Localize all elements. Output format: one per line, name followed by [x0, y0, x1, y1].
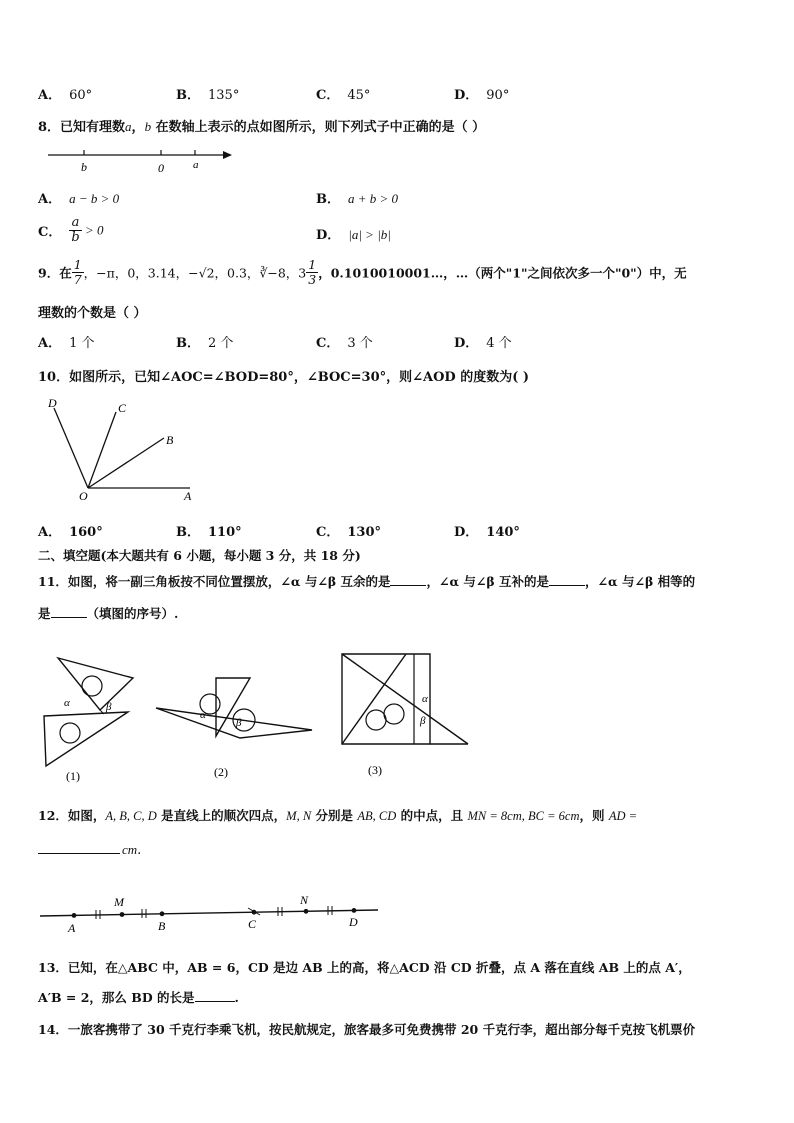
svg-text:B: B [158, 919, 166, 933]
q12-answer-line: cm. [38, 842, 141, 858]
svg-text:M: M [114, 895, 124, 909]
svg-text:B: B [166, 433, 174, 447]
svg-text:C: C [118, 401, 127, 415]
svg-text:α: α [422, 693, 428, 705]
svg-text:C: C [248, 917, 257, 931]
q8-option-b: B． a + b > 0 [316, 191, 399, 207]
q9-stem-line2: 理数的个数是（ ） [38, 306, 147, 321]
q11-figure-3 [338, 648, 474, 780]
svg-text:α: α [64, 697, 70, 709]
q10-option-d: D． 140° [454, 525, 520, 540]
q10-option-a: A． 160° [38, 525, 103, 540]
svg-text:D: D [349, 915, 358, 929]
q8-option-c: C． $\frac{a}{b}$ > 0 [38, 215, 104, 245]
q11-figure-1-label: (1) [66, 769, 80, 783]
svg-text:β: β [420, 715, 426, 727]
q13-stem-line1: 13．已知，在△ABC 中，AB = 6，CD 是边 AB 上的高，将△ACD 沿 CD 折叠，点 A 落在直线 AB 上的点 A′， [38, 960, 691, 975]
svg-text:α: α [200, 709, 206, 721]
svg-text:β: β [106, 701, 112, 713]
q7-option-b: B． 135° [176, 88, 240, 103]
q11-figure-1 [38, 648, 138, 784]
q14-stem-line1: 14．一旅客携带了 30 千克行李乘飞机，按民航规定，旅客最多可免费携带 20 千克行李，超出部分每千克按飞机票价 [38, 1022, 696, 1037]
q11-figure-2 [152, 670, 320, 784]
q7-option-a: A． 60° [38, 88, 93, 103]
numberline-label-a: a [193, 159, 199, 171]
q11-stem-line1: 11．如图，将一副三角板按不同位置摆放，∠α 与∠β 互余的是 ，∠α 与∠β 互补的是 ，∠α 与∠β 相等的 [38, 574, 696, 589]
svg-text:O: O [79, 489, 88, 503]
q11-figure-3-label: (3) [368, 763, 382, 777]
q8-stem: 8．已知有理数a，b 在数轴上表示的点如图所示，则下列式子中正确的是（ ） [38, 119, 486, 135]
svg-text:β: β [236, 717, 242, 729]
q11-stem-line2: 是 （填图的序号）. [38, 606, 179, 621]
q8-option-a: A． a − b > 0 [38, 191, 120, 207]
q8-option-d: D． |a| > |b| [316, 227, 391, 243]
q8-number-line [44, 144, 244, 176]
q9-stem: 9．在 $\frac{1}{7}$ ，−π，0，3.14，−√2，0.3，∛−8，3 $\frac{1}{3}$ ，0.1010010001…，…（两个"1"之间依次多一个"0"）中，无 [38, 257, 687, 287]
q12-stem-line1: 12．如图，A, B, C, D 是直线上的顺次四点，M, N 分别是 AB, CD 的中点，且 MN = 8cm, BC = 6cm，则 AD = [38, 808, 638, 823]
q11-figure-2-label: (2) [214, 765, 228, 779]
q7-option-c: C． 45° [316, 88, 371, 103]
q9-option-c: C． 3 个 [316, 336, 373, 351]
q7-option-d: D． 90° [454, 88, 510, 103]
q10-stem: 10．如图所示，已知∠AOC=∠BOD=80°，∠BOC=30°，则∠AOD 的度数为( ) [38, 370, 530, 385]
numberline-label-b: b [81, 160, 87, 174]
svg-text:A: A [68, 921, 76, 935]
q10-option-c: C． 130° [316, 525, 381, 540]
section-heading-fill-blank: 二、填空题(本大题共有 6 小题，每小题 3 分，共 18 分) [38, 548, 361, 563]
svg-text:D: D [48, 396, 57, 410]
q12-line-figure [38, 890, 384, 936]
q10-option-b: B． 110° [176, 525, 242, 540]
q9-option-a: A． 1 个 [38, 336, 95, 351]
svg-text:A: A [184, 489, 192, 503]
q9-option-b: B． 2 个 [176, 336, 234, 351]
q10-angle-figure [40, 392, 210, 504]
q9-option-d: D． 4 个 [454, 336, 512, 351]
q13-stem-line2: A′B = 2，那么 BD 的长是 . [38, 990, 239, 1005]
numberline-label-0: 0 [158, 161, 164, 175]
svg-text:N: N [300, 893, 309, 907]
